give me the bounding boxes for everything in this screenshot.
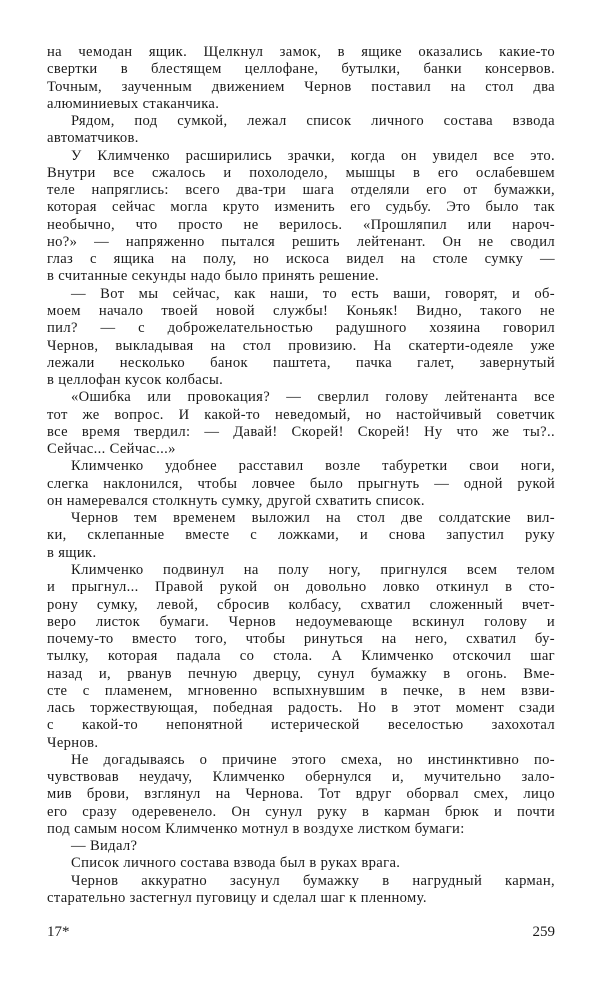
text-line: пил? — с доброжелательностью радушного хозяина говорил [47,320,555,337]
text-line: — Видал? [71,838,138,855]
text-line: Чернов. [47,734,99,751]
text-line: моем начало твоей новой службы! Коньяк! Видно, такого не [47,302,555,319]
text-line: почему-то вместо того, чтобы ринуться на него, схватил бу- [47,631,555,648]
text-line: теле напряглись: всего два-три шага отделяли его от бумажки, [47,182,555,199]
text-line: слегка наклонился, чтобы ловчее было прыгнуть — одной рукой [47,475,555,492]
text-line: сте с пламенем, мгновенно вспыхнувшим в печке, в нем взви- [47,682,555,699]
text-line: с какой-то непонятной истерической веселостью захохотал [47,717,555,734]
text-line: Не догадываясь о причине этого смеха, но инстинктивно по- [71,751,555,768]
text-line: Чернов, выкладывая на стол провизию. На скатерти-одеяле уже [47,337,555,354]
text-line: в считанные секунды надо было принять решение. [47,268,380,285]
paragraph [47,148,555,286]
text-line: тылку, которая падала со стола. А Климченко отскочил шаг [47,648,555,665]
text-line: У Климченко расширились зрачки, когда он увидел все это. [71,147,555,164]
text-line: и прыгнул... Правой рукой он довольно ловко откинул в сто- [47,579,555,596]
text-line: — Вот мы сейчас, как наши, то есть ваши, говорят, и об- [71,285,555,302]
text-line: Климченко удобнее расставил возле табуретки свои ноги, [71,458,555,475]
printer-signature: 17* [47,924,70,940]
text-line: под самым носом Климченко мотнул в воздухе листком бумаги: [47,820,465,837]
text-line: глаз с ящика на полу, но искоса видел на столе сумку — [47,251,555,268]
text-line: Климченко подвинул на полу ногу, пригнулся всем телом [71,561,555,578]
text-line: на чемодан ящик. Щелкнул замок, в ящике оказались какие-то [47,44,555,60]
page-number: 259 [532,924,555,940]
text-line: автоматчиков. [47,130,139,147]
text-line: Внутри все сжалось и похолодело, мышцы в его ослабевшем [47,164,555,181]
paragraph [47,458,555,510]
text-line: назад и, рванув печную дверцу, сунул бумажку в огонь. Вме- [47,665,555,682]
text-line: мив брови, взглянул на Чернова. Тот вдруг оборвал смех, лицо [47,786,555,803]
paragraph [47,855,555,872]
text-line: все время твердил: — Давай! Скорей! Скорей! Ну что же ты?.. [47,423,555,440]
text-line: Чернов тем временем выложил на стол две солдатские вил- [71,510,555,527]
paragraph [47,286,555,390]
text-line: Список личного состава взвода был в руках врага. [71,855,401,872]
text-line: Точным, заученным движением Чернов поставил на стол два [47,78,555,95]
text-line: «Ошибка или провокация? — сверлил голову лейтенанта все [71,389,555,406]
text-line: рону сумку, левой, сбросив колбасу, схватил сложенный вчет- [47,596,555,613]
text-line: Сейчас... Сейчас...» [47,441,176,458]
paragraph [47,510,555,562]
text-line: ки, склепанные вместе с ложками, и снова запустил руку [47,527,555,544]
paragraph [47,838,555,855]
paragraph [47,113,555,148]
text-line: его сразу одеревенело. Он сунул руку в карман брюк и почти [47,803,555,820]
paragraph [47,752,555,838]
text-line: старательно застегнул пуговицу и сделал шаг к пленному. [47,890,427,907]
text-line: он намеревался столкнуть сумку, другой схватить список. [47,492,425,509]
text-line: необычно, что просто не верилось. «Прошляпил или нароч- [47,216,555,233]
text-line: в целлофан кусок колбасы. [47,372,224,389]
text-line: которая сейчас могла круто изменить его судьбу. Это было так [47,199,555,216]
text-line: свертки в блестящем целлофане, бутылки, банки консервов. [47,61,555,78]
text-line: чувствовав неудачу, Климченко обернулся и, мучительно зало- [47,769,555,786]
text-line: тот же вопрос. И какой-то неведомый, но настойчивый советчик [47,406,555,423]
text-line: алюминиевых стаканчика. [47,95,220,112]
text-line: лась торжествующая, победная радость. Но в этот момент сзади [47,700,555,717]
paragraph [47,562,555,752]
text-line: но?» — напряженно пытался решить лейтенант. Он не сводил [47,233,555,250]
paragraph [47,389,555,458]
paragraph [47,873,555,908]
text-line: Чернов аккуратно засунул бумажку в нагрудный карман, [71,872,555,889]
text-line: лежали несколько банок паштета, пачка галет, завернутый [47,354,555,371]
page-body [47,44,555,907]
paragraph [47,44,555,113]
text-line: в ящик. [47,544,97,561]
text-line: Рядом, под сумкой, лежал список личного состава взвода [71,113,555,130]
text-line: веро листок бумаги. Чернов недоумевающе вскинул голову и [47,613,555,630]
